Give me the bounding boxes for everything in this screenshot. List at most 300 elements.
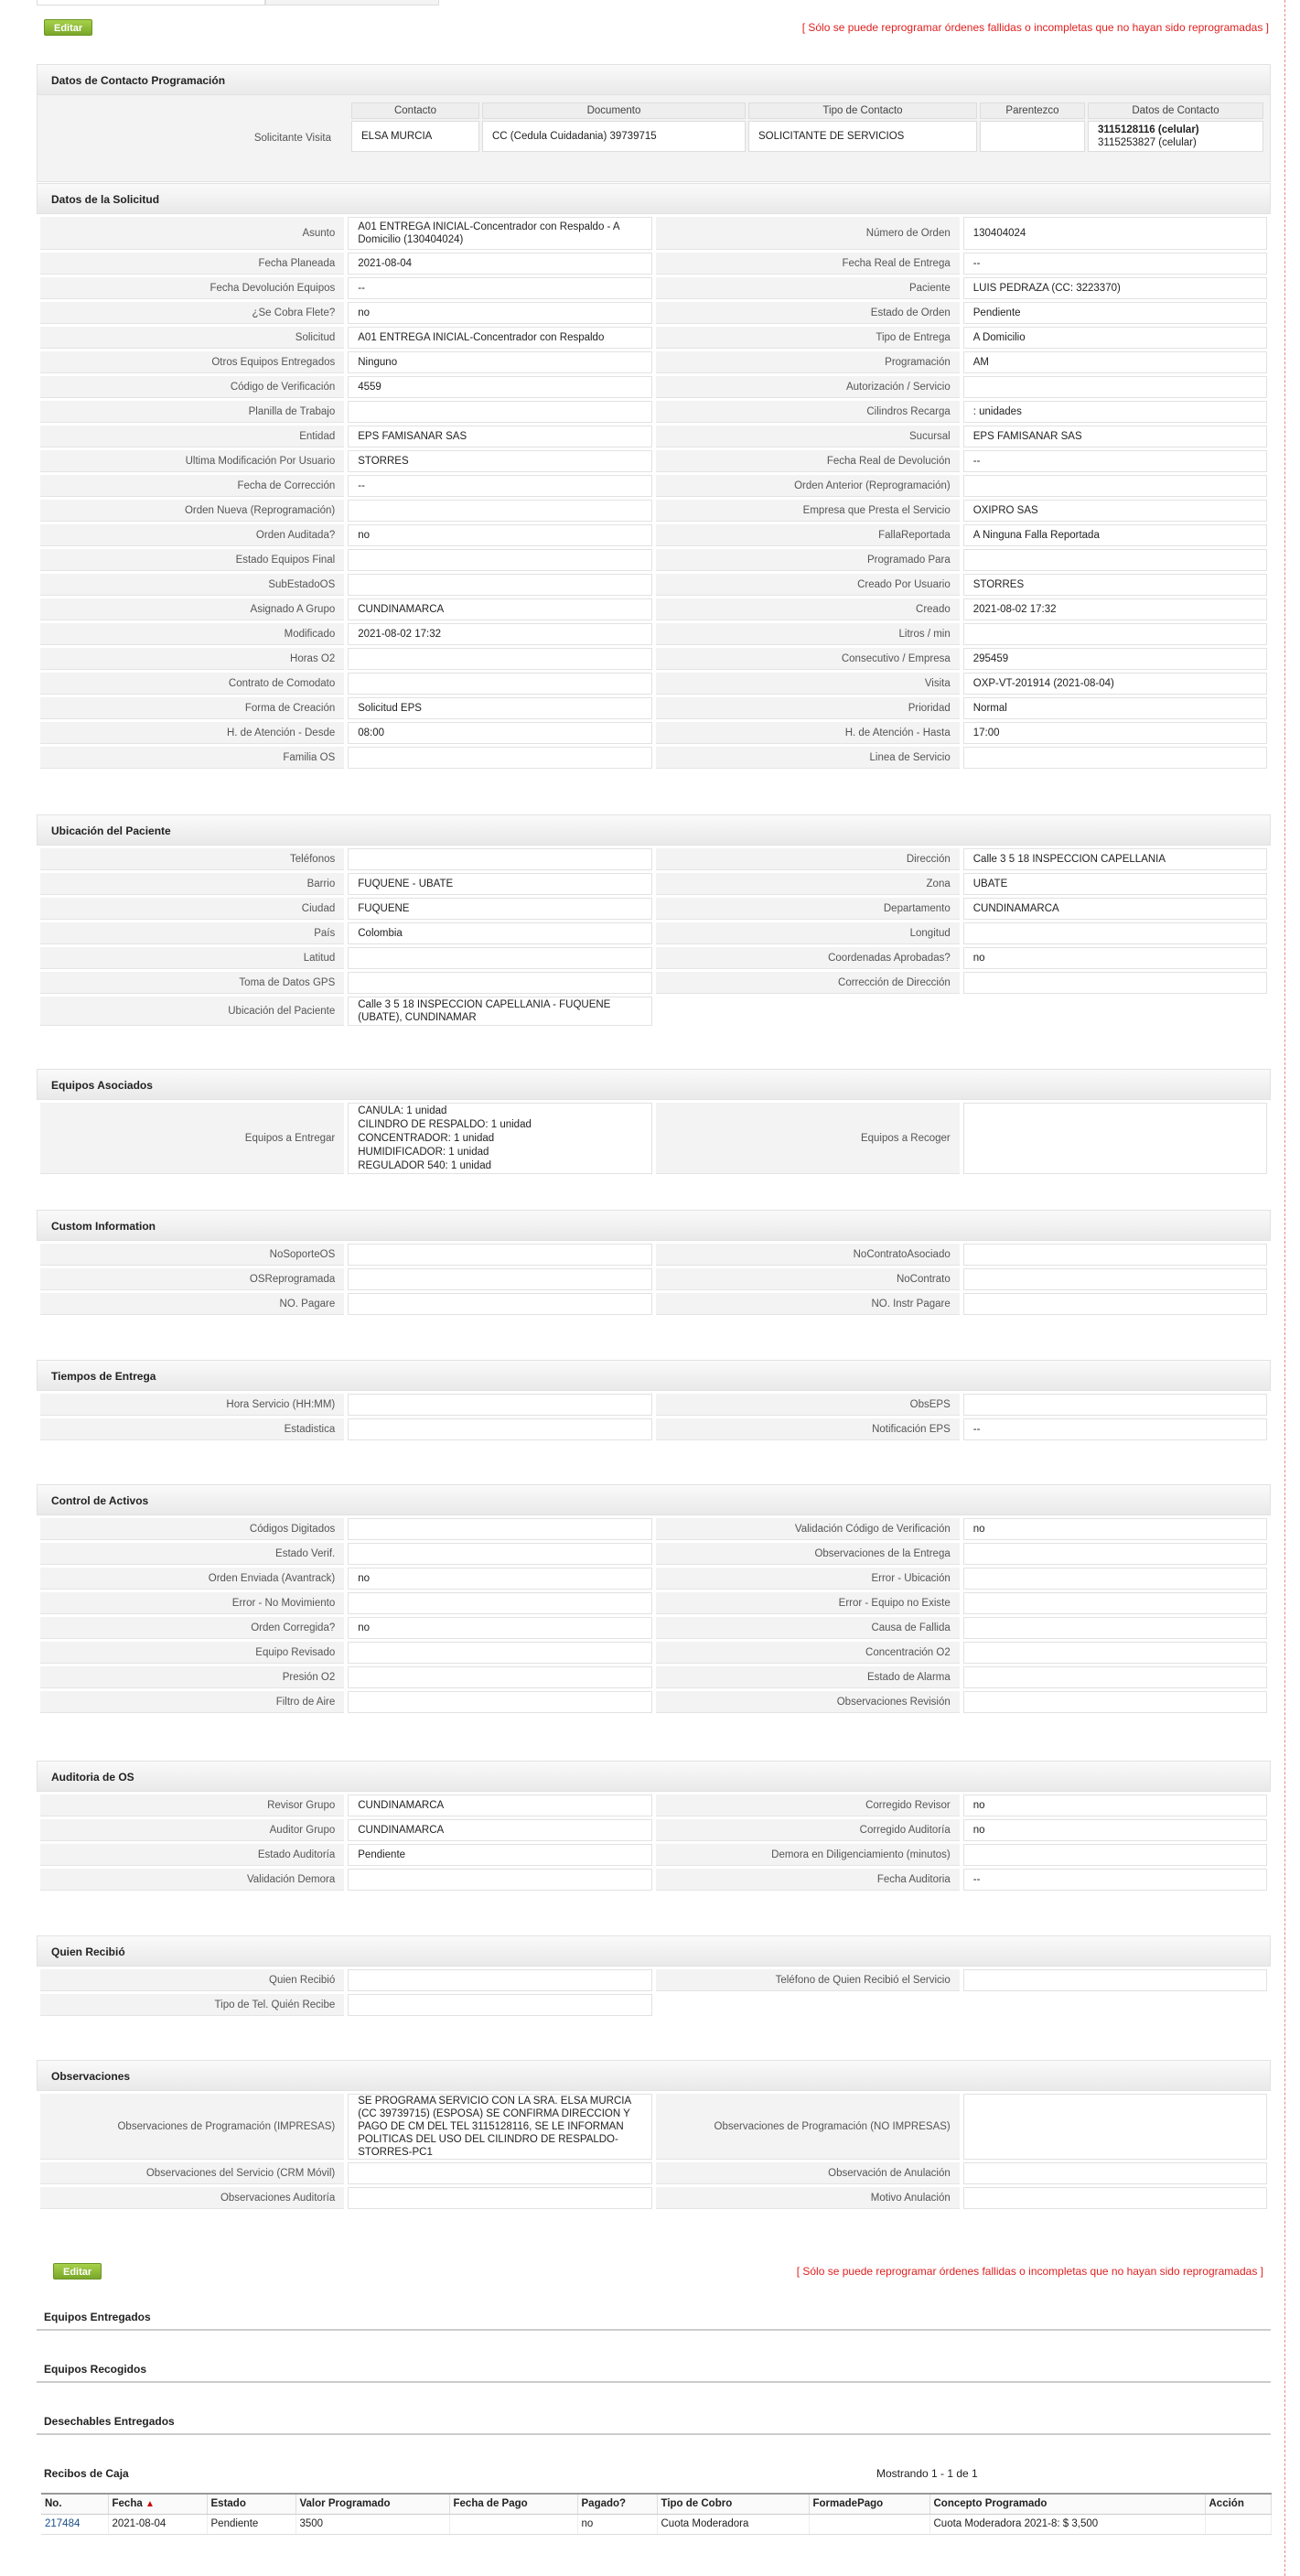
- field-value: STORRES: [963, 574, 1267, 596]
- field-label: Linea de Servicio: [656, 747, 960, 769]
- field-value: [963, 1691, 1267, 1713]
- field-value: [963, 1394, 1267, 1416]
- field-label: Barrio: [40, 873, 344, 895]
- control-section-title: Control de Activos: [37, 1484, 1271, 1515]
- control-table: [37, 1515, 1271, 1716]
- recibos-header[interactable]: FormadePago: [809, 2494, 929, 2514]
- field-value: [963, 1666, 1267, 1688]
- field-value: SE PROGRAMA SERVICIO CON LA SRA. ELSA MURCIA (CC 39739715) (ESPOSA) SE CONFIRMA DIRECCION Y PAGO DE CM DEL TEL 3115128116, SE LE INFORMAN POLITICAS DEL USO DEL CILINDRO DE RESPALDO-STORRES-PC1: [348, 2094, 651, 2160]
- tiempos-section: [37, 1360, 1271, 1443]
- field-row: [40, 426, 1267, 447]
- recogidos-rule: [37, 2381, 1271, 2383]
- field-value: Colombia: [348, 922, 651, 944]
- field-value: [963, 2094, 1267, 2160]
- field-value: EPS FAMISANAR SAS: [963, 426, 1267, 447]
- field-row: [40, 1568, 1267, 1590]
- field-row: [40, 1666, 1267, 1688]
- field-label: Teléfono de Quien Recibió el Servicio: [656, 1969, 960, 1991]
- field-value: [963, 1543, 1267, 1565]
- contact-section-title: Datos de Contacto Programación: [37, 64, 1271, 95]
- field-value: Ninguno: [348, 351, 651, 373]
- field-label: Observación de Anulación: [656, 2162, 960, 2184]
- field-label: Ciudad: [40, 898, 344, 920]
- equipos-deliver-list: [348, 1103, 651, 1174]
- field-label: Estado Auditoría: [40, 1844, 344, 1866]
- field-value: Normal: [963, 697, 1267, 719]
- ubicacion-section-title: Ubicación del Paciente: [37, 814, 1271, 846]
- field-label: Fecha Auditoria: [656, 1869, 960, 1891]
- field-label: Error - Ubicación: [656, 1568, 960, 1590]
- field-label: Corregido Auditoría: [656, 1819, 960, 1841]
- field-label: ¿Se Cobra Flete?: [40, 302, 344, 324]
- field-value: [963, 2162, 1267, 2184]
- field-value: CUNDINAMARCA: [348, 1819, 651, 1841]
- field-row: [40, 598, 1267, 620]
- field-value: [963, 1642, 1267, 1664]
- field-row: [40, 327, 1267, 349]
- recibos-pagination-info: Mostrando 1 - 1 de 1: [876, 2467, 978, 2480]
- field-value: [963, 623, 1267, 645]
- field-label: Notificación EPS: [656, 1418, 960, 1440]
- field-value: [963, 1969, 1267, 1991]
- field-label: NO. Pagare: [40, 1293, 344, 1315]
- field-value: Calle 3 5 18 INSPECCION CAPELLANIA: [963, 848, 1267, 870]
- recibo-cell: [449, 2514, 577, 2534]
- field-label: NO. Instr Pagare: [656, 1293, 960, 1315]
- field-label: Estado de Alarma: [656, 1666, 960, 1688]
- contact-header: Datos de Contacto: [1088, 102, 1263, 119]
- field-value: [348, 1642, 651, 1664]
- field-label: Orden Enviada (Avantrack): [40, 1568, 344, 1590]
- edit-button-top[interactable]: Editar: [44, 19, 92, 36]
- field-value: A Domicilio: [963, 327, 1267, 349]
- field-row: [40, 2094, 1267, 2160]
- field-value: [348, 1969, 651, 1991]
- auditoria-section: [37, 1761, 1271, 1893]
- recibos-header-fecha[interactable]: [108, 2494, 207, 2514]
- field-label: Presión O2: [40, 1666, 344, 1688]
- field-row: [40, 972, 1267, 994]
- field-value: Pendiente: [348, 1844, 651, 1866]
- field-label: Longitud: [656, 922, 960, 944]
- field-value: no: [963, 1518, 1267, 1540]
- field-label: OSReprogramada: [40, 1268, 344, 1290]
- field-value: FUQUENE: [348, 898, 651, 920]
- recibo-cell: 2021-08-04: [108, 2514, 207, 2534]
- field-value: [348, 1418, 651, 1440]
- field-row: [40, 997, 1267, 1026]
- field-label: Ultima Modificación Por Usuario: [40, 450, 344, 472]
- field-value: 2021-08-02 17:32: [348, 623, 651, 645]
- field-label: ObsEPS: [656, 1394, 960, 1416]
- field-label: Fecha Planeada: [40, 253, 344, 275]
- field-label: NoContrato: [656, 1268, 960, 1290]
- field-label: H. de Atención - Desde: [40, 722, 344, 744]
- field-label: Consecutivo / Empresa: [656, 648, 960, 670]
- empty-cell: [963, 997, 1267, 1026]
- field-label: Observaciones del Servicio (CRM Móvil): [40, 2162, 344, 2184]
- recibos-header[interactable]: Concepto Programado: [929, 2494, 1205, 2514]
- field-value: CUNDINAMARCA: [348, 598, 651, 620]
- field-value: [348, 1518, 651, 1540]
- custom-section-title: Custom Information: [37, 1210, 1271, 1241]
- field-row: [40, 898, 1267, 920]
- tab-active[interactable]: [37, 0, 265, 5]
- field-value: AM: [963, 351, 1267, 373]
- field-row: [40, 673, 1267, 695]
- field-value: OXIPRO SAS: [963, 500, 1267, 522]
- field-value: --: [963, 1869, 1267, 1891]
- solicitud-section-title: Datos de la Solicitud: [37, 183, 1271, 214]
- recibos-header[interactable]: Estado: [207, 2494, 295, 2514]
- field-row: [40, 524, 1267, 546]
- field-row: [40, 1994, 1267, 2016]
- equipos-pickup-value: [963, 1103, 1267, 1174]
- field-label: Tipo de Entrega: [656, 327, 960, 349]
- field-value: 130404024: [963, 217, 1267, 250]
- equipo-item: REGULADOR 540: 1 unidad: [358, 1159, 491, 1171]
- field-value: [348, 401, 651, 423]
- recibos-header-label: Fecha: [112, 2498, 143, 2510]
- field-value: [348, 574, 651, 596]
- field-label: Forma de Creación: [40, 697, 344, 719]
- field-row: [40, 1293, 1267, 1315]
- field-value: [963, 1592, 1267, 1614]
- contact-phone-2: 3115253827 (celular): [1098, 137, 1197, 148]
- field-label: Número de Orden: [656, 217, 960, 250]
- auditoria-table: [37, 1792, 1271, 1893]
- field-value: [963, 972, 1267, 994]
- field-value: CUNDINAMARCA: [963, 898, 1267, 920]
- field-value: [348, 1691, 651, 1713]
- tiempos-table: [37, 1391, 1271, 1443]
- field-label: Observaciones de Programación (NO IMPRESAS): [656, 2094, 960, 2160]
- contact-relation: [980, 121, 1085, 152]
- field-value: [348, 549, 651, 571]
- field-row: [40, 450, 1267, 472]
- field-label: Solicitud: [40, 327, 344, 349]
- contact-document: CC (Cedula Cuidadania) 39739715: [482, 121, 746, 152]
- equipo-item: HUMIDIFICADOR: 1 unidad: [358, 1146, 489, 1158]
- field-label: Códigos Digitados: [40, 1518, 344, 1540]
- field-label: Orden Anterior (Reprogramación): [656, 475, 960, 497]
- contact-phone-1: 3115128116 (celular): [1098, 124, 1199, 135]
- field-value: [963, 1268, 1267, 1290]
- field-value: no: [963, 1795, 1267, 1816]
- field-label: Estado Verif.: [40, 1543, 344, 1565]
- field-row: [40, 1268, 1267, 1290]
- contact-table: [349, 101, 1266, 154]
- field-label: Orden Nueva (Reprogramación): [40, 500, 344, 522]
- field-value: [348, 1293, 651, 1315]
- field-value: --: [348, 277, 651, 299]
- field-label: Asunto: [40, 217, 344, 250]
- equipos-section-title: Equipos Asociados: [37, 1069, 1271, 1100]
- equipos-deliver-label: Equipos a Entregar: [40, 1103, 344, 1174]
- field-row: [40, 549, 1267, 571]
- field-label: Validación Demora: [40, 1869, 344, 1891]
- field-label: Estadistica: [40, 1418, 344, 1440]
- field-value: no: [348, 1568, 651, 1590]
- recibos-header[interactable]: Valor Programado: [295, 2494, 449, 2514]
- field-row: [40, 722, 1267, 744]
- field-value: [963, 549, 1267, 571]
- field-label: Observaciones Revisión: [656, 1691, 960, 1713]
- field-value: --: [963, 450, 1267, 472]
- field-label: Asignado A Grupo: [40, 598, 344, 620]
- field-label: Latitud: [40, 947, 344, 969]
- entregados-title: Equipos Entregados: [44, 2311, 151, 2323]
- custom-table: [37, 1241, 1271, 1318]
- field-value: [348, 1268, 651, 1290]
- recibos-header[interactable]: Pagado?: [577, 2494, 657, 2514]
- contact-header: Documento: [482, 102, 746, 119]
- field-label: NoContratoAsociado: [656, 1244, 960, 1266]
- field-label: SubEstadoOS: [40, 574, 344, 596]
- field-row: [40, 1518, 1267, 1540]
- field-value: 295459: [963, 648, 1267, 670]
- field-value: [348, 1592, 651, 1614]
- field-label: Corregido Revisor: [656, 1795, 960, 1816]
- field-row: [40, 848, 1267, 870]
- field-row: [40, 922, 1267, 944]
- auditoria-section-title: Auditoria de OS: [37, 1761, 1271, 1792]
- field-row: [40, 253, 1267, 275]
- recibos-table: [41, 2493, 1272, 2535]
- field-label: Motivo Anulación: [656, 2187, 960, 2209]
- field-value: [963, 475, 1267, 497]
- field-label: Entidad: [40, 426, 344, 447]
- ubicacion-table: [37, 846, 1271, 1029]
- field-label: Horas O2: [40, 648, 344, 670]
- field-label: Coordenadas Aprobadas?: [656, 947, 960, 969]
- empty-cell: [656, 1994, 960, 2016]
- quien-section-title: Quien Recibió: [37, 1935, 1271, 1967]
- recibo-cell: [1205, 2514, 1271, 2534]
- field-label: Causa de Fallida: [656, 1617, 960, 1639]
- field-value: [963, 1617, 1267, 1639]
- field-label: Paciente: [656, 277, 960, 299]
- page-edge-guide: [1284, 0, 1285, 2576]
- field-label: Concentración O2: [656, 1642, 960, 1664]
- field-label: Cilindros Recarga: [656, 401, 960, 423]
- field-value: STORRES: [348, 450, 651, 472]
- field-row: [40, 1543, 1267, 1565]
- field-value: [348, 648, 651, 670]
- recibo-cell: Cuota Moderadora 2021-8: $ 3,500: [929, 2514, 1205, 2534]
- field-value: --: [963, 1418, 1267, 1440]
- field-label: Fecha Real de Devolución: [656, 450, 960, 472]
- custom-section: [37, 1210, 1271, 1318]
- field-value: [963, 376, 1267, 398]
- recibo-cell: Cuota Moderadora: [657, 2514, 809, 2534]
- tiempos-section-title: Tiempos de Entrega: [37, 1360, 1271, 1391]
- field-label: Corrección de Dirección: [656, 972, 960, 994]
- field-value: [348, 673, 651, 695]
- field-label: Familia OS: [40, 747, 344, 769]
- field-row: [40, 475, 1267, 497]
- field-value: no: [348, 302, 651, 324]
- field-value: [348, 500, 651, 522]
- field-value: CUNDINAMARCA: [348, 1795, 651, 1816]
- field-label: Modificado: [40, 623, 344, 645]
- control-section: [37, 1484, 1271, 1716]
- field-row: [40, 947, 1267, 969]
- obs-table: [37, 2091, 1271, 2212]
- field-label: Validación Código de Verificación: [656, 1518, 960, 1540]
- field-label: Observaciones Auditoría: [40, 2187, 344, 2209]
- field-label: Autorización / Servicio: [656, 376, 960, 398]
- equipos-section: [37, 1069, 1271, 1177]
- field-value: Solicitud EPS: [348, 697, 651, 719]
- field-row: [40, 873, 1267, 895]
- field-value: 2021-08-04: [348, 253, 651, 275]
- field-value: 17:00: [963, 722, 1267, 744]
- field-label: Fecha Real de Entrega: [656, 253, 960, 275]
- field-row: [40, 500, 1267, 522]
- field-value: [963, 1844, 1267, 1866]
- contact-header: Tipo de Contacto: [748, 102, 977, 119]
- equipos-table: [37, 1100, 1271, 1177]
- field-row: [40, 277, 1267, 299]
- field-label: Visita: [656, 673, 960, 695]
- field-row: [40, 351, 1267, 373]
- recibo-number-link[interactable]: 217484: [41, 2514, 108, 2534]
- field-row: [40, 574, 1267, 596]
- field-value: [348, 2162, 651, 2184]
- field-row: [40, 1244, 1267, 1266]
- field-value: [348, 1543, 651, 1565]
- field-label: Fecha de Corrección: [40, 475, 344, 497]
- field-label: Estado Equipos Final: [40, 549, 344, 571]
- field-row: [40, 1418, 1267, 1440]
- edit-button-bottom[interactable]: Editar: [53, 2263, 102, 2280]
- field-row: [40, 1795, 1267, 1816]
- contact-header: Parentezco: [980, 102, 1085, 119]
- field-value: A Ninguna Falla Reportada: [963, 524, 1267, 546]
- field-label: País: [40, 922, 344, 944]
- field-value: OXP-VT-201914 (2021-08-04): [963, 673, 1267, 695]
- field-row: [40, 1844, 1267, 1866]
- contact-row-label: Solicitante Visita: [253, 133, 331, 144]
- equipo-item: CANULA: 1 unidad: [358, 1105, 447, 1116]
- field-row: [40, 401, 1267, 423]
- field-value: [348, 947, 651, 969]
- field-value: [348, 1244, 651, 1266]
- equipo-item: CONCENTRADOR: 1 unidad: [358, 1132, 495, 1144]
- field-row: [40, 1592, 1267, 1614]
- tab-inactive[interactable]: [265, 0, 439, 5]
- field-value: [963, 1568, 1267, 1590]
- field-value: --: [348, 475, 651, 497]
- obs-section-title: Observaciones: [37, 2060, 1271, 2091]
- field-label: Error - Equipo no Existe: [656, 1592, 960, 1614]
- reprogram-warning-top: [ Sólo se puede reprogramar órdenes fallidas o incompletas que no hayan sido reprogramadas ]: [801, 21, 1269, 34]
- recibo-cell: [809, 2514, 929, 2534]
- field-value: UBATE: [963, 873, 1267, 895]
- contact-header: Contacto: [351, 102, 479, 119]
- field-value: [963, 2187, 1267, 2209]
- obs-section: [37, 2060, 1271, 2212]
- field-row: [40, 648, 1267, 670]
- field-row: [40, 217, 1267, 250]
- field-value: LUIS PEDRAZA (CC: 3223370): [963, 277, 1267, 299]
- field-value: 2021-08-02 17:32: [963, 598, 1267, 620]
- recibos-header[interactable]: No.: [41, 2494, 108, 2514]
- field-value: [348, 747, 651, 769]
- quien-section: [37, 1935, 1271, 2019]
- entregados-rule: [37, 2329, 1271, 2331]
- field-value: [348, 848, 651, 870]
- field-row: [40, 1617, 1267, 1639]
- contact-name: ELSA MURCIA: [351, 121, 479, 152]
- field-label: Dirección: [656, 848, 960, 870]
- field-value: Calle 3 5 18 INSPECCION CAPELLANIA - FUQUENE (UBATE), CUNDINAMAR: [348, 997, 651, 1026]
- field-row: [40, 697, 1267, 719]
- field-value: FUQUENE - UBATE: [348, 873, 651, 895]
- field-value: [348, 1394, 651, 1416]
- table-row: [41, 2514, 1271, 2534]
- field-label: Observaciones de Programación (IMPRESAS): [40, 2094, 344, 2160]
- solicitud-table: [37, 214, 1271, 771]
- field-label: FallaReportada: [656, 524, 960, 546]
- recibos-header[interactable]: Fecha de Pago: [449, 2494, 577, 2514]
- field-row: [40, 2187, 1267, 2209]
- tab-strip: [37, 0, 1290, 5]
- field-value: [348, 1869, 651, 1891]
- field-row: [40, 2162, 1267, 2184]
- field-value: 4559: [348, 376, 651, 398]
- field-label: Teléfonos: [40, 848, 344, 870]
- equipo-item: CILINDRO DE RESPALDO: 1 unidad: [358, 1118, 532, 1130]
- field-value: [963, 1244, 1267, 1266]
- field-value: [348, 1666, 651, 1688]
- field-label: Ubicación del Paciente: [40, 997, 344, 1026]
- field-value: [963, 922, 1267, 944]
- field-label: Código de Verificación: [40, 376, 344, 398]
- field-label: Error - No Movimiento: [40, 1592, 344, 1614]
- contact-section: [37, 64, 1271, 182]
- field-label: Prioridad: [656, 697, 960, 719]
- field-label: Creado Por Usuario: [656, 574, 960, 596]
- field-value: [348, 972, 651, 994]
- field-value: A01 ENTREGA INICIAL-Concentrador con Respaldo: [348, 327, 651, 349]
- reprogram-warning-bottom: [ Sólo se puede reprogramar órdenes fallidas o incompletas que no hayan sido reprogramadas ]: [796, 2265, 1263, 2278]
- field-label: Fecha Devolución Equipos: [40, 277, 344, 299]
- field-row: [40, 623, 1267, 645]
- field-row: [40, 1642, 1267, 1664]
- field-label: Orden Auditada?: [40, 524, 344, 546]
- field-label: Creado: [656, 598, 960, 620]
- field-label: Hora Servicio (HH:MM): [40, 1394, 344, 1416]
- field-value: [963, 747, 1267, 769]
- solicitud-section: [37, 183, 1271, 771]
- field-label: Estado de Orden: [656, 302, 960, 324]
- field-value: no: [348, 1617, 651, 1639]
- empty-cell: [963, 1994, 1267, 2016]
- contact-phones: [1088, 121, 1263, 152]
- empty-cell: [656, 997, 960, 1026]
- field-label: Litros / min: [656, 623, 960, 645]
- field-label: Quien Recibió: [40, 1969, 344, 1991]
- field-row: [40, 302, 1267, 324]
- field-value: no: [963, 947, 1267, 969]
- recogidos-title: Equipos Recogidos: [44, 2363, 147, 2376]
- recibos-header[interactable]: Tipo de Cobro: [657, 2494, 809, 2514]
- field-value: [348, 2187, 651, 2209]
- field-label: Toma de Datos GPS: [40, 972, 344, 994]
- field-label: Demora en Diligenciamiento (minutos): [656, 1844, 960, 1866]
